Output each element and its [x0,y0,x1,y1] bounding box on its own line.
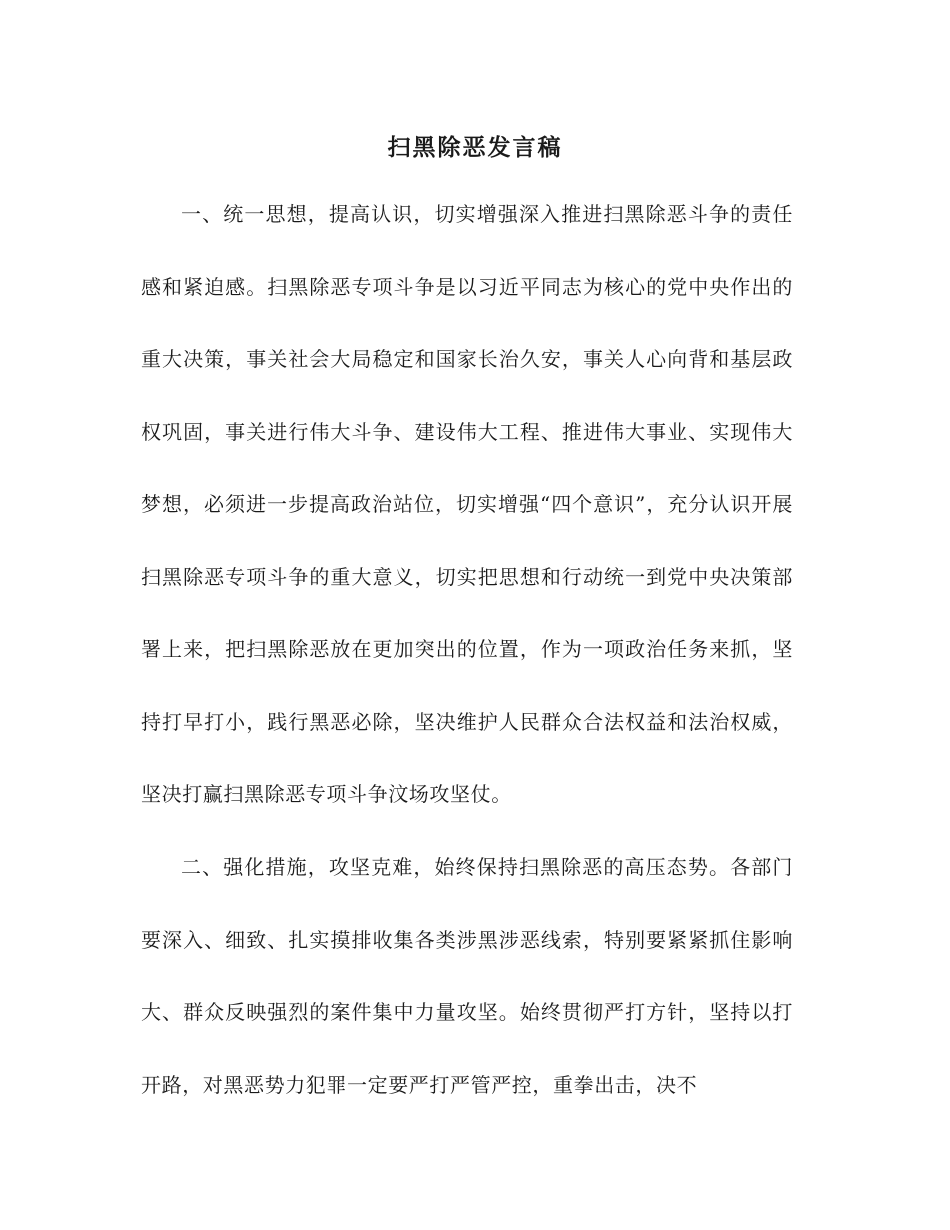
paragraph-1: 一、统一思想，提高认识，切实增强深入推进扫黑除恶斗争的责任感和紧迫感。扫黑除恶专项斗争是以习近平同志为核心的党中央作出的重大决策，事关社会大局稳定和国家长治久安，事关人心向背和基层政权巩固，事关进行伟大斗争、建设伟大工程、推进伟大事业、实现伟大梦想，必须进一步提高政治站位，切实增强“四个意识”，充分认识开展扫黑除恶专项斗争的重大意义，切实把思想和行动统一到党中央决策部署上来，把扫黑除恶放在更加突出的位置，作为一项政治任务来抓，坚持打早打小，践行黑恶必除，坚决维护人民群众合法权益和法治权威，坚决打赢扫黑除恶专项斗争汶场攻坚仗。 [141,202,793,806]
document-title: 扫黑除恶发言稿 [387,134,563,161]
paragraph-2: 二、强化措施，攻坚克难，始终保持扫黑除恶的高压态势。各部门要深入、细致、扎实摸排收集各类涉黑涉恶线索，特别要紧紧抓住影响大、群众反映强烈的案件集中力量攻坚。始终贯彻严打方针，坚持以打开路，对黑恶势力犯罪一定要严打严管严控，重拳出击，决不 [141,855,793,1097]
